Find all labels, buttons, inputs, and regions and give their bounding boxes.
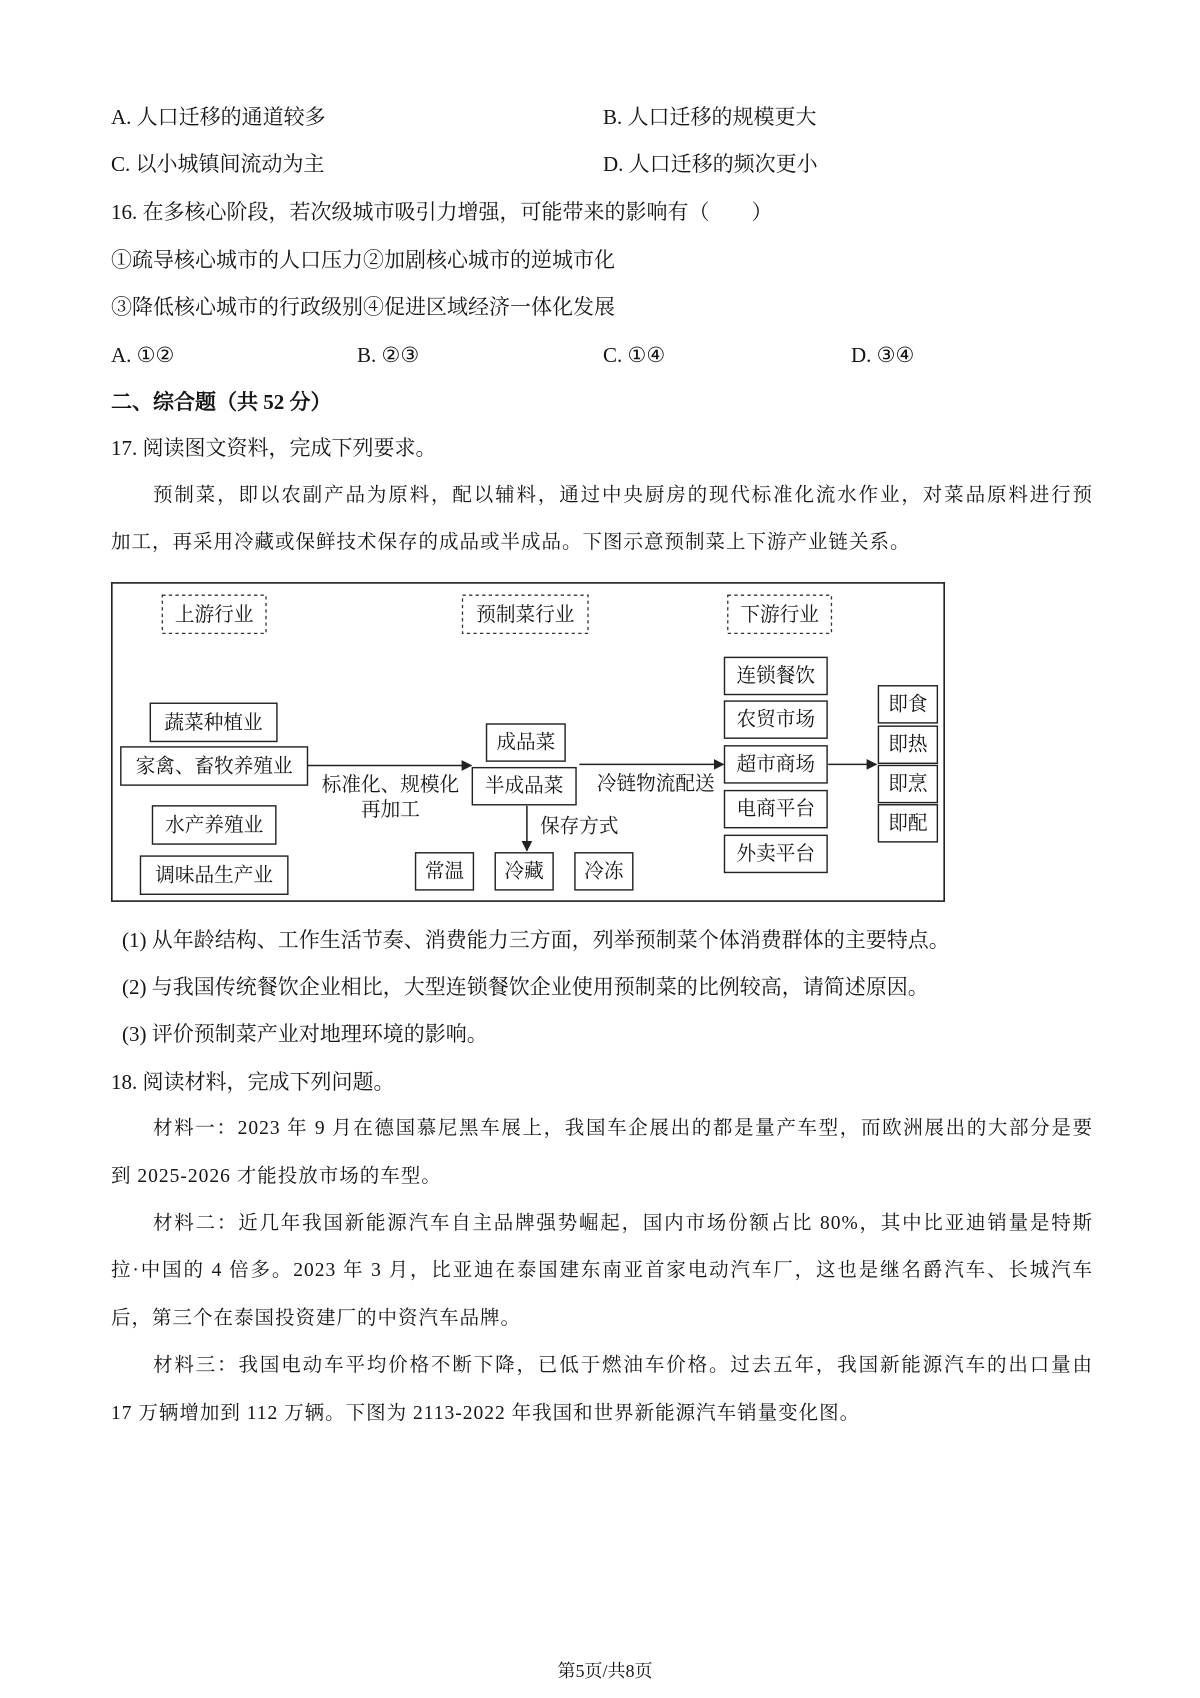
q18-material-line: 材料一：2023 年 9 月在德国慕尼黑车展上，我国车企展出的都是量产车型，而欧洲展出的大部分是要	[153, 1118, 1093, 1139]
storage-label-room-temp: 常温	[424, 860, 465, 883]
q15-option-b: B. 人口迁移的规模更大	[603, 105, 817, 129]
downstream-label-farmers-market: 农贸市场	[736, 708, 816, 731]
storage-label-refrigerated: 冷藏	[504, 860, 544, 883]
upstream-label-seasoning: 调味品生产业	[155, 864, 274, 887]
storage-label: 保存方式	[540, 815, 619, 838]
q18-material-line: 材料二：近几年我国新能源汽车自主品牌强势崛起，国内市场份额占比 80%，其中比亚迪销量是特斯	[153, 1213, 1093, 1234]
upstream-label-vegetable: 蔬菜种植业	[164, 711, 263, 734]
industry-chain-diagram	[111, 582, 945, 902]
q16-option-b: B. ②③	[357, 343, 420, 367]
q17-sub-question-3: (3) 评价预制菜产业对地理环境的影响。	[122, 1022, 488, 1046]
q18-material-line: 拉·中国的 4 倍多。2023 年 3 月，比亚迪在泰国建东南亚首家电动汽车厂，这也是继名爵汽车、长城汽车	[111, 1260, 1093, 1281]
product-label-semi-finished: 半成品菜	[484, 775, 564, 798]
q17-sub-question-2: (2) 与我国传统餐饮企业相比，大型连锁餐饮企业使用预制菜的比例较高，请简述原因。	[122, 975, 929, 999]
downstream-label-ecommerce: 电商平台	[736, 798, 816, 821]
q17-material-line: 预制菜，即以农副产品为原料，配以辅料，通过中央厨房的现代标准化流水作业，对菜品原料进行预	[153, 485, 1093, 506]
downstream-label-supermarket: 超市商场	[736, 753, 816, 776]
q16-option-c: C. ①④	[603, 343, 666, 367]
header-upstream-label: 上游行业	[174, 603, 254, 626]
q18-stem: 18. 阅读材料，完成下列问题。	[111, 1070, 395, 1094]
cold-chain-label: 冷链物流配送	[596, 773, 715, 796]
q16-statement-line: ①疏导核心城市的人口压力②加剧核心城市的逆城市化	[111, 248, 615, 272]
q18-material-line: 到 2025-2026 才能投放市场的车型。	[111, 1166, 442, 1187]
q15-option-a: A. 人口迁移的通道较多	[111, 105, 326, 129]
processing-label-line2: 再加工	[361, 799, 420, 822]
processing-label-line1: 标准化、规模化	[321, 774, 460, 797]
upstream-label-aquaculture: 水产养殖业	[165, 814, 264, 837]
downstream-label-chain-restaurant: 连锁餐饮	[736, 664, 816, 687]
header-prepared-food-label: 预制菜行业	[476, 603, 575, 626]
q16-option-d: D. ③④	[851, 343, 915, 367]
consumption-label-ready-to-eat: 即食	[888, 693, 928, 716]
q15-option-c: C. 以小城镇间流动为主	[111, 152, 325, 176]
q17-stem: 17. 阅读图文资料，完成下列要求。	[111, 436, 437, 460]
consumption-label-ready-to-assemble: 即配	[888, 812, 928, 835]
q16-stem: 16. 在多核心阶段，若次级城市吸引力增强，可能带来的影响有（ ）	[111, 200, 773, 224]
q17-sub-question-1: (1) 从年龄结构、工作生活节奏、消费能力三方面，列举预制菜个体消费群体的主要特点。	[122, 928, 950, 952]
page-number: 第5页/共8页	[557, 1661, 653, 1681]
q17-material-line: 加工，再采用冷藏或保鲜技术保存的成品或半成品。下图示意预制菜上下游产业链关系。	[111, 532, 911, 553]
downstream-label-takeaway: 外卖平台	[736, 842, 816, 865]
q16-statement-line: ③降低核心城市的行政级别④促进区域经济一体化发展	[111, 295, 615, 319]
q18-material-line: 17 万辆增加到 112 万辆。下图为 2113-2022 年我国和世界新能源汽车销量变化图。	[111, 1403, 861, 1424]
product-label-finished: 成品菜	[496, 731, 556, 754]
section-heading: 二、综合题（共 52 分）	[111, 390, 332, 414]
storage-label-frozen: 冷冻	[584, 860, 624, 883]
q15-option-d: D. 人口迁移的频次更小	[603, 152, 818, 176]
consumption-label-ready-to-cook: 即烹	[888, 773, 928, 796]
header-downstream-label: 下游行业	[740, 603, 819, 626]
q16-option-a: A. ①②	[111, 343, 175, 367]
q18-material-line: 后，第三个在泰国投资建厂的中资汽车品牌。	[111, 1308, 522, 1329]
q18-material-line: 材料三：我国电动车平均价格不断下降，已低于燃油车价格。过去五年，我国新能源汽车的出口量由	[153, 1355, 1093, 1376]
upstream-label-livestock: 家禽、畜牧养殖业	[135, 755, 293, 778]
consumption-label-ready-to-heat: 即热	[888, 733, 928, 756]
